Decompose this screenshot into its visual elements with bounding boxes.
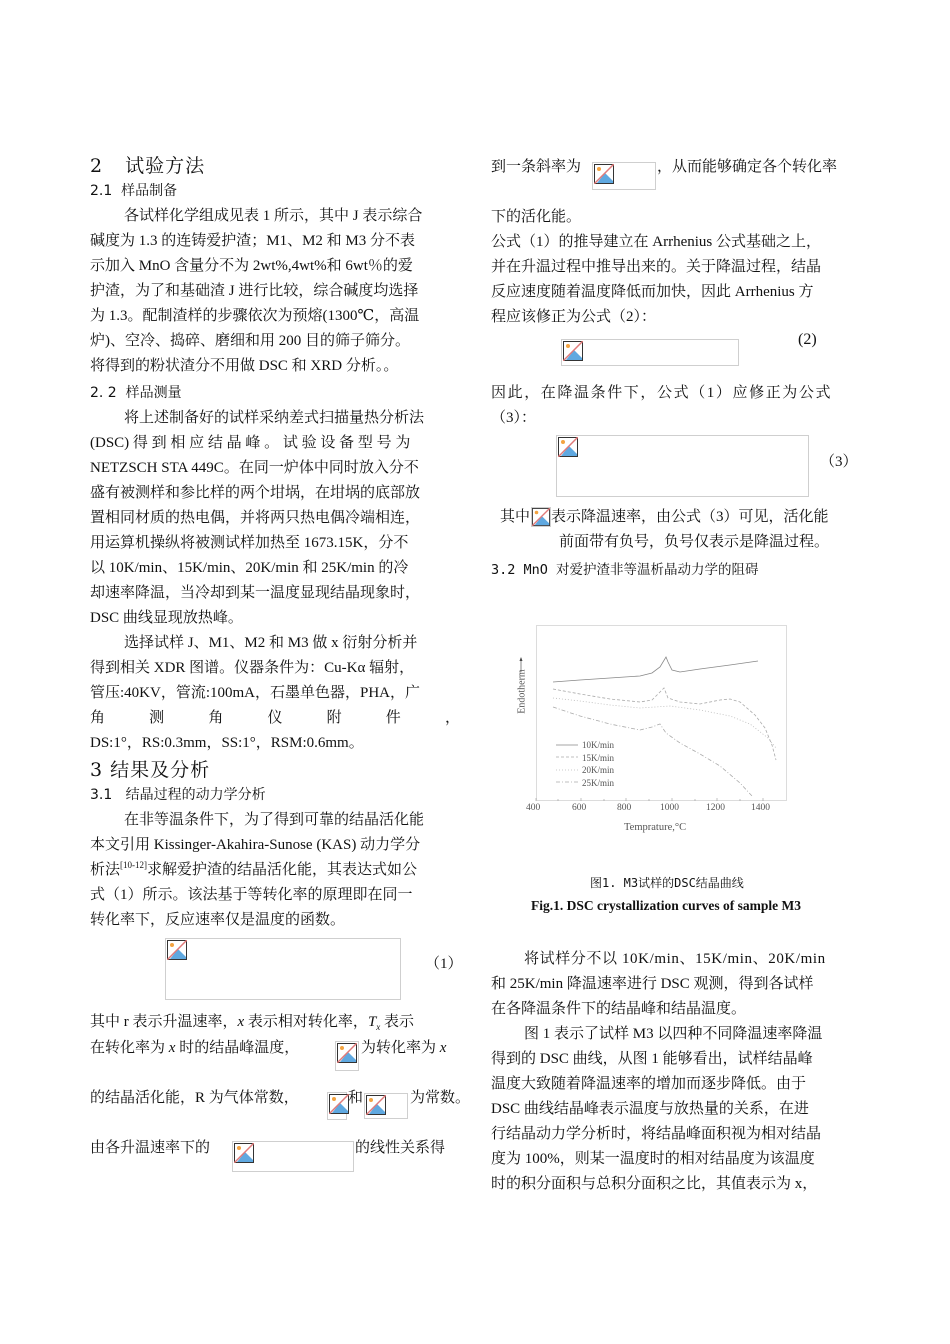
broken-image-icon	[337, 1043, 357, 1063]
y-axis-label: Endotherm	[516, 669, 528, 714]
variable-x: x	[237, 1014, 245, 1030]
broken-image-icon	[532, 508, 550, 526]
text-line: 并在升温过程中推导出来的。关于降温过程，结晶	[491, 259, 822, 275]
text-line: 得到的 DSC 曲线，从图 1 能够看出，试样结晶峰	[491, 1051, 813, 1067]
text: 其中	[500, 509, 531, 525]
text-line: 炉)、空冷、捣碎、磨细和用 200 目的筛子筛分。	[90, 333, 410, 349]
equation-2-number: (2)	[798, 331, 817, 348]
x-tick-label: 1200	[706, 803, 725, 813]
text-line: （3）：	[491, 410, 537, 426]
subsection-number: 2. 2	[90, 385, 117, 401]
inline-formula-image	[531, 507, 551, 527]
text-line	[90, 858, 417, 879]
subsection-2-2-heading	[90, 382, 182, 402]
inline-formula-image	[364, 1093, 408, 1119]
text-line: 却速率降温，当冷却到某一温度显现结晶现象时，	[90, 585, 421, 601]
text: 其中 r 表示升温速率，	[90, 1014, 238, 1030]
section-number: 3	[90, 759, 104, 781]
spread-text-line	[90, 706, 460, 727]
broken-image-icon	[329, 1094, 349, 1114]
text-line: 反应速度随着温度降低而加快，因此 Arrhenius 方	[491, 284, 814, 300]
text-line: 在非等温条件下，为了得到可靠的结晶活化能	[124, 812, 425, 828]
text-line: 将上述制备好的试样采纳差式扫描量热分析法	[124, 410, 425, 426]
text-line: ，从而能够确定各个转化率	[657, 159, 838, 175]
text-line: 因此，在降温条件下，公式（1）应修正为公式	[491, 385, 833, 401]
char: 测	[149, 710, 165, 726]
char: 件	[385, 710, 401, 726]
text-line: 下的活化能。	[491, 209, 582, 225]
text: 时的结晶峰温度，	[175, 1040, 300, 1056]
char: 角	[90, 710, 106, 726]
text-line: NETZSCH STA 449C。在同一炉体中同时放入分不	[90, 460, 419, 476]
text-line	[90, 1036, 299, 1057]
x-tick-label: 1000	[660, 803, 679, 813]
text-line: 表示降温速率，由公式（3）可见，活化能	[551, 509, 829, 525]
text-line: 本文引用 Kissinger-Akahira-Sunose (KAS) 动力学分	[90, 837, 421, 853]
subsection-title: 样品测量	[125, 385, 182, 401]
text: 在转化率为	[90, 1040, 169, 1056]
text-line: 的结晶活化能，R 为气体常数，	[90, 1090, 299, 1106]
char: 附	[326, 710, 342, 726]
legend-item-25k: 25K/min	[582, 777, 615, 788]
section-title: 试验方法	[125, 155, 206, 177]
legend-item-15k: 15K/min	[582, 752, 615, 763]
x-tick-label: 800	[617, 803, 632, 813]
figure-caption-cn: 图1. M3试样的DSC结晶曲线	[590, 876, 744, 890]
char: 仪	[267, 710, 283, 726]
text-line	[361, 1036, 446, 1057]
citation-ref[interactable]: [10-12]	[120, 860, 148, 870]
text: 的线性关系得	[355, 1140, 446, 1156]
text-line: 前面带有负号，负号仅表示是降温过程。	[559, 534, 830, 550]
text-line: 盛有被测样和参比样的两个坩埚，在坩埚的底部放	[90, 485, 421, 501]
subsection-title: 结晶过程的动力学分析	[125, 787, 266, 803]
text: 和	[348, 1090, 364, 1106]
equation-3-number: （3）	[820, 454, 858, 470]
equation-1-number: （1）	[425, 956, 463, 972]
broken-image-icon	[234, 1143, 254, 1163]
subsection-number: 2.1	[90, 183, 113, 199]
text-line: 选择试样 J、M1、M2 和 M3 做 x 衍射分析并	[124, 635, 418, 651]
text-line: 以 10K/min、15K/min、20K/min 和 25K/min 的冷	[90, 560, 409, 576]
inline-formula-image	[592, 162, 656, 190]
text-line: 行结晶动力学分析时，将结晶峰面积视为相对结晶	[491, 1126, 822, 1142]
text-line: DSC 曲线结晶峰表示温度与放热量的关系，在进	[491, 1101, 809, 1117]
text-line: 转化率下，反应速率仅是温度的函数。	[90, 912, 346, 928]
variable-t: T	[367, 1014, 377, 1030]
broken-image-icon	[558, 437, 578, 457]
text-line: 为 1.3。配制渣样的步骤依次为预熔(1300℃，高温	[90, 308, 420, 324]
text-line: 各试样化学组成见表 1 所示，其中 J 表示综合	[124, 208, 423, 224]
text-line: 将试样分不以 10K/min、15K/min、20K/min	[524, 951, 826, 967]
char: 角	[208, 710, 224, 726]
text-line: 碱度为 1.3 的连铸爱护渣；M1、M2 和 M3 分不表	[90, 233, 416, 249]
text-line: DSC 曲线显现放热峰。	[90, 610, 243, 626]
text-line: 护渣，为了和基础渣 J 进行比较，综合碱度均选择	[90, 283, 419, 299]
text-line: 在各降温条件下的结晶峰和结晶温度。	[491, 1001, 747, 1017]
text: 求解爱护渣的结晶活化能，其表达式如公	[147, 862, 418, 878]
x-axis-label: Temprature,°C	[624, 822, 687, 833]
text: 为常数。	[410, 1090, 471, 1106]
text-line: 温度大致随着降温速率的增加而逐步降低。由于	[491, 1076, 807, 1092]
text-line: 图 1 表示了试样 M3 以四种不同降温速率降温	[524, 1026, 823, 1042]
x-tick-label: 600	[572, 803, 587, 813]
text-line: 由各升温速率下的	[90, 1140, 211, 1156]
text-line	[90, 1010, 414, 1032]
text: 析法	[90, 862, 121, 878]
subsection-3-1-heading	[90, 784, 266, 804]
text-line: 和 25K/min 降温速率进行 DSC 观测，得到各试样	[491, 976, 814, 992]
section-title: 结果及分析	[110, 759, 211, 781]
text-line: 将得到的粉状渣分不用做 DSC 和 XRD 分析。。	[90, 358, 399, 374]
text-line: DS:1°，RS:0.3mm，SS:1°，RSM:0.6mm。	[90, 735, 364, 751]
legend-item-20k: 20K/min	[582, 765, 615, 775]
text-line: 置相同材质的热电偶，并将两只热电偶冷端相连，	[90, 510, 421, 526]
text-line: 时的积分面积与总积分面积之比，其值表示为 x，	[491, 1176, 818, 1192]
broken-image-icon	[167, 940, 187, 960]
variable-x: x	[168, 1040, 176, 1056]
text: 为转化率为	[361, 1040, 440, 1056]
inline-formula-image	[335, 1041, 359, 1071]
text-line: 公式（1）的推导建立在 Arrhenius 公式基础之上，	[491, 234, 821, 250]
x-tick-label: 400	[526, 803, 541, 813]
text: 表示相对转化率，	[244, 1014, 368, 1030]
text-line: 到一条斜率为	[491, 159, 582, 175]
text-line: 程应该修正为公式（2）：	[491, 309, 657, 325]
text-line: 得到相关 XDR 图谱。仪器条件为：Cu-Kα 辐射，	[90, 660, 415, 676]
text-line: 管压:40KV，管流:100mA，石墨单色器，PHA，广	[90, 685, 421, 701]
broken-image-icon	[366, 1095, 386, 1115]
section-number: 2	[90, 155, 104, 177]
subsection-number: 3.1	[90, 787, 113, 803]
figure-caption-en: Fig.1. DSC crystallization curves of sample M3	[531, 898, 801, 913]
text: 表示	[380, 1014, 415, 1030]
inline-formula-image	[327, 1092, 347, 1120]
subsection-2-1-heading	[90, 180, 177, 200]
subsection-title: 样品制备	[121, 183, 178, 199]
broken-image-icon	[563, 341, 583, 361]
equation-1-image	[165, 938, 401, 1000]
broken-image-icon	[594, 164, 614, 184]
char: ，	[444, 710, 460, 726]
chart-legend	[582, 739, 614, 789]
legend-item-10k: 10K/min	[582, 740, 615, 750]
section-3-heading	[90, 755, 210, 782]
text-line: 式（1）所示。该法基于等转化率的原理即在同一	[90, 887, 413, 903]
variable-x: x	[439, 1040, 447, 1056]
text-line: (DSC) 得 到 相 应 结 晶 峰 。 试 验 设 备 型 号 为	[90, 435, 411, 451]
equation-3-image	[556, 435, 809, 497]
x-tick-label: 1400	[751, 803, 770, 813]
text-line: 示加入 MnO 含量分不为 2wt%,4wt%和 6wt％的爱	[90, 258, 413, 274]
text-line: 度为 100%，则某一温度时的相对结晶度为该温度	[491, 1151, 815, 1167]
inline-formula-image	[232, 1141, 354, 1172]
subsection-3-2-heading: 3.2 MnO 对爱护渣非等温析晶动力学的阻碍	[491, 562, 759, 578]
text-line: 用运算机操纵将被测试样加热至 1673.15K，分不	[90, 535, 409, 551]
section-2-heading	[90, 151, 205, 178]
equation-2-image	[561, 339, 739, 366]
subscript-x: x	[376, 1022, 381, 1032]
